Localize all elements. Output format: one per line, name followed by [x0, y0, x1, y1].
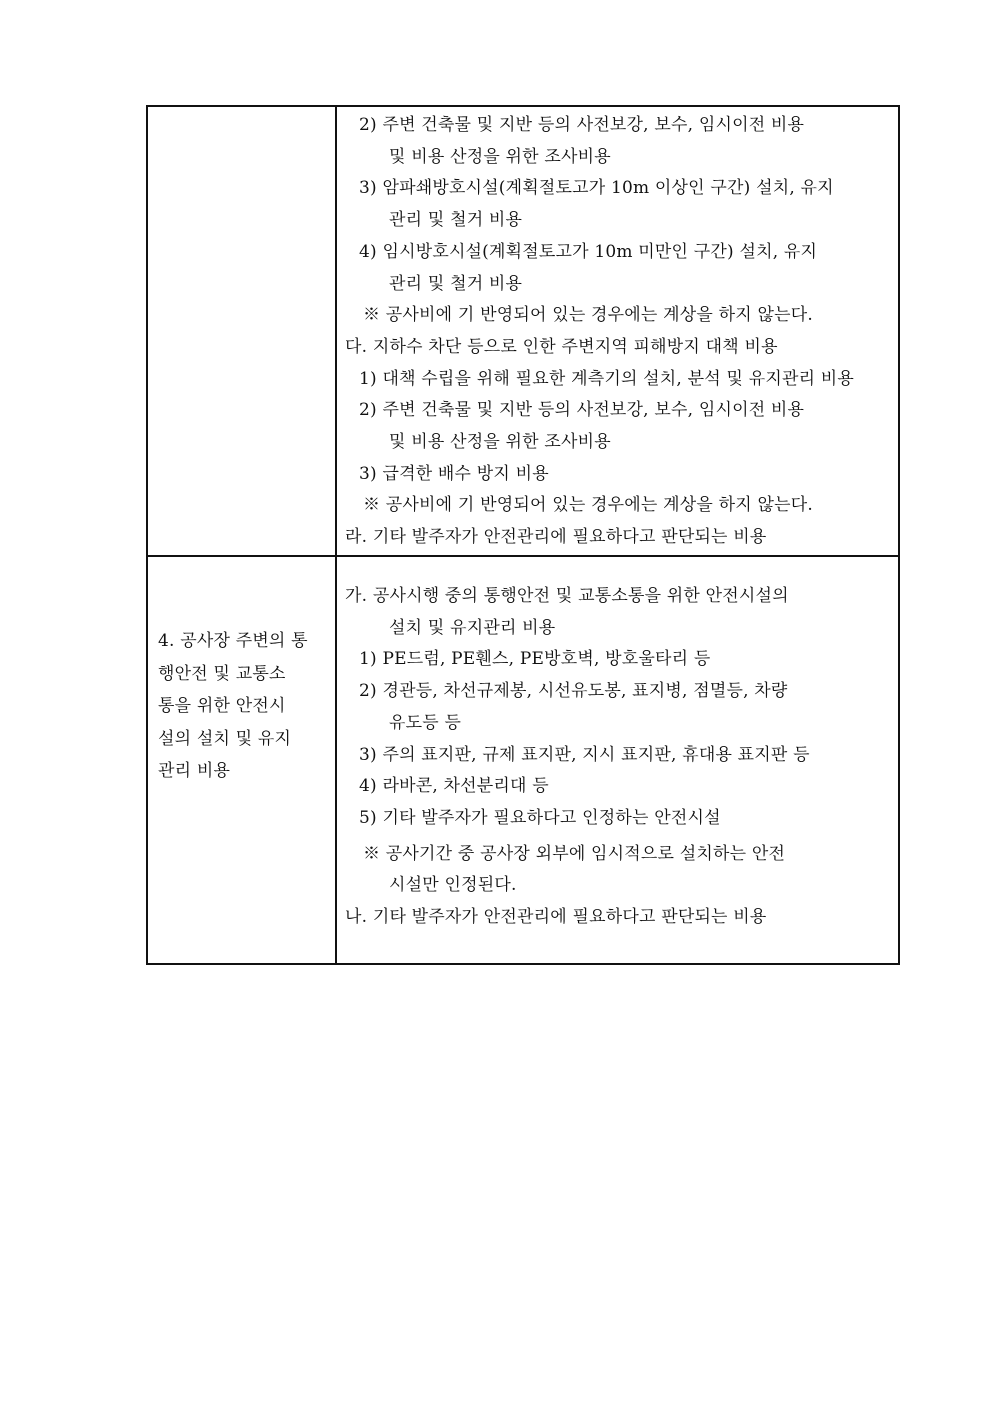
text-line: 나. 기타 발주자가 안전관리에 필요하다고 판단되는 비용	[345, 907, 767, 928]
section4-label	[148, 557, 335, 788]
text-line: 4) 라바콘, 차선분리대 등	[359, 776, 549, 797]
text-line: 시설만 인정된다.	[389, 875, 517, 896]
label-line: 관리 비용	[158, 761, 231, 781]
section3-content-cell	[336, 106, 899, 556]
label-line: 행안전 및 교통소	[158, 663, 286, 684]
text-line: 1) 대책 수립을 위해 필요한 계측기의 설치, 분석 및 유지관리 비용	[359, 368, 855, 389]
text-line: 2) 주변 건축물 및 지반 등의 사전보강, 보수, 임시이전 비용	[359, 400, 805, 421]
label-line: 통을 위한 안전시	[158, 696, 286, 716]
text-line: 및 비용 산정을 위한 조사비용	[389, 432, 611, 453]
text-line: 3) 암파쇄방호시설(계획절토고가 10m 이상인 구간) 설치, 유지	[359, 178, 834, 199]
text-line: 관리 및 철거 비용	[389, 273, 523, 294]
cost-items-table	[146, 105, 900, 965]
text-line: 및 비용 산정을 위한 조사비용	[389, 146, 611, 167]
text-line: 라. 기타 발주자가 안전관리에 필요하다고 판단되는 비용	[345, 527, 767, 548]
section4-content-cell	[336, 556, 899, 964]
text-line: ※ 공사비에 기 반영되어 있는 경우에는 계상을 하지 않는다.	[363, 305, 813, 326]
table-row-section3-continued	[147, 106, 899, 556]
text-line: 가. 공사시행 중의 통행안전 및 교통소통을 위한 안전시설의	[345, 586, 789, 606]
label-line: 설의 설치 및 유지	[158, 728, 292, 749]
text-line: 3) 급격한 배수 방지 비용	[359, 463, 549, 484]
label-line: 4. 공사장 주변의 통	[158, 631, 308, 651]
text-line: 관리 및 철거 비용	[389, 210, 523, 231]
text-line: 1) PE드럼, PE휀스, PE방호벽, 방호울타리 등	[359, 649, 711, 670]
text-line: 5) 기타 발주자가 필요하다고 인정하는 안전시설	[359, 807, 721, 828]
section4-label-cell	[147, 556, 336, 964]
text-line: ※ 공사기간 중 공사장 외부에 임시적으로 설치하는 안전	[363, 843, 786, 864]
text-line: 설치 및 유지관리 비용	[389, 617, 556, 638]
text-line: 3) 주의 표지판, 규제 표지판, 지시 표지판, 휴대용 표지판 등	[359, 744, 810, 765]
section3-label-cell	[147, 106, 336, 556]
text-line: 유도등 등	[389, 712, 462, 733]
table-row-section4	[147, 556, 899, 964]
text-line: 2) 경관등, 차선규제봉, 시선유도봉, 표지병, 점멸등, 차량	[359, 681, 788, 702]
section3-content	[337, 107, 898, 554]
text-line: ※ 공사비에 기 반영되어 있는 경우에는 계상을 하지 않는다.	[363, 495, 813, 516]
text-line: 4) 임시방호시설(계획절토고가 10m 미만인 구간) 설치, 유지	[359, 241, 818, 262]
text-line: 다. 지하수 차단 등으로 인한 주변지역 피해방지 대책 비용	[345, 336, 778, 357]
section4-content	[337, 557, 898, 934]
text-line: 2) 주변 건축물 및 지반 등의 사전보강, 보수, 임시이전 비용	[359, 115, 805, 135]
